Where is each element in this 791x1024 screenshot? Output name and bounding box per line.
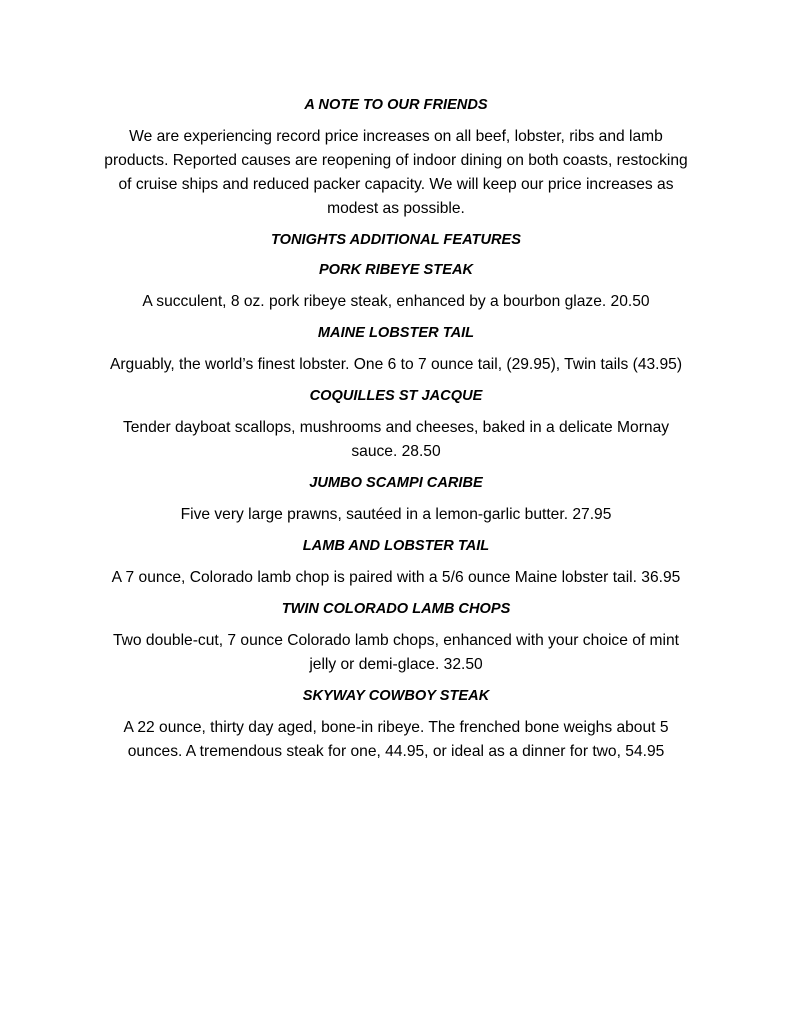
feature-item xyxy=(96,260,696,323)
features-title: TONIGHTS ADDITIONAL FEATURES xyxy=(271,232,521,248)
note-title: A NOTE TO OUR FRIENDS xyxy=(304,97,488,113)
feature-name: JUMBO SCAMPI CARIBE xyxy=(309,475,483,491)
feature-description: Tender dayboat scallops, mushrooms and cheeses, baked in a delicate Mornay sauce. 28.50 xyxy=(122,419,670,460)
feature-name: PORK RIBEYE STEAK xyxy=(318,262,474,278)
feature-name: LAMB AND LOBSTER TAIL xyxy=(302,538,490,554)
feature-description: Two double-cut, 7 ounce Colorado lamb chops, enhanced with your choice of mint jelly or demi-glace. 32.50 xyxy=(112,632,680,673)
feature-description: A 7 ounce, Colorado lamb chop is paired with a 5/6 ounce Maine lobster tail. 36.95 xyxy=(111,569,681,586)
feature-name: TWIN COLORADO LAMB CHOPS xyxy=(281,601,511,617)
feature-item xyxy=(96,323,696,386)
feature-description: Five very large prawns, sautéed in a lemon-garlic butter. 27.95 xyxy=(180,506,612,523)
feature-description: A succulent, 8 oz. pork ribeye steak, enhanced by a bourbon glaze. 20.50 xyxy=(142,293,650,310)
note-body: We are experiencing record price increases on all beef, lobster, ribs and lamb products. Reported causes are reopening of indoor dining on both coasts, restocking of cruise ships and reduced packer capacity. We will keep our price increases as modest as possible. xyxy=(104,128,688,217)
feature-item xyxy=(96,386,696,473)
feature-item xyxy=(96,473,696,536)
feature-item xyxy=(96,686,696,764)
feature-name: SKYWAY COWBOY STEAK xyxy=(302,688,490,704)
feature-description: A 22 ounce, thirty day aged, bone-in ribeye. The frenched bone weighs about 5 ounces. A tremendous steak for one, 44.95, or ideal as a dinner for two, 54.95 xyxy=(123,719,669,760)
feature-description: Arguably, the world’s finest lobster. One 6 to 7 ounce tail, (29.95), Twin tails (43.95) xyxy=(109,356,683,373)
feature-item xyxy=(96,536,696,599)
feature-name: MAINE LOBSTER TAIL xyxy=(317,325,475,341)
menu-page xyxy=(96,95,696,764)
feature-item xyxy=(96,599,696,686)
feature-name: COQUILLES ST JACQUE xyxy=(309,388,483,404)
